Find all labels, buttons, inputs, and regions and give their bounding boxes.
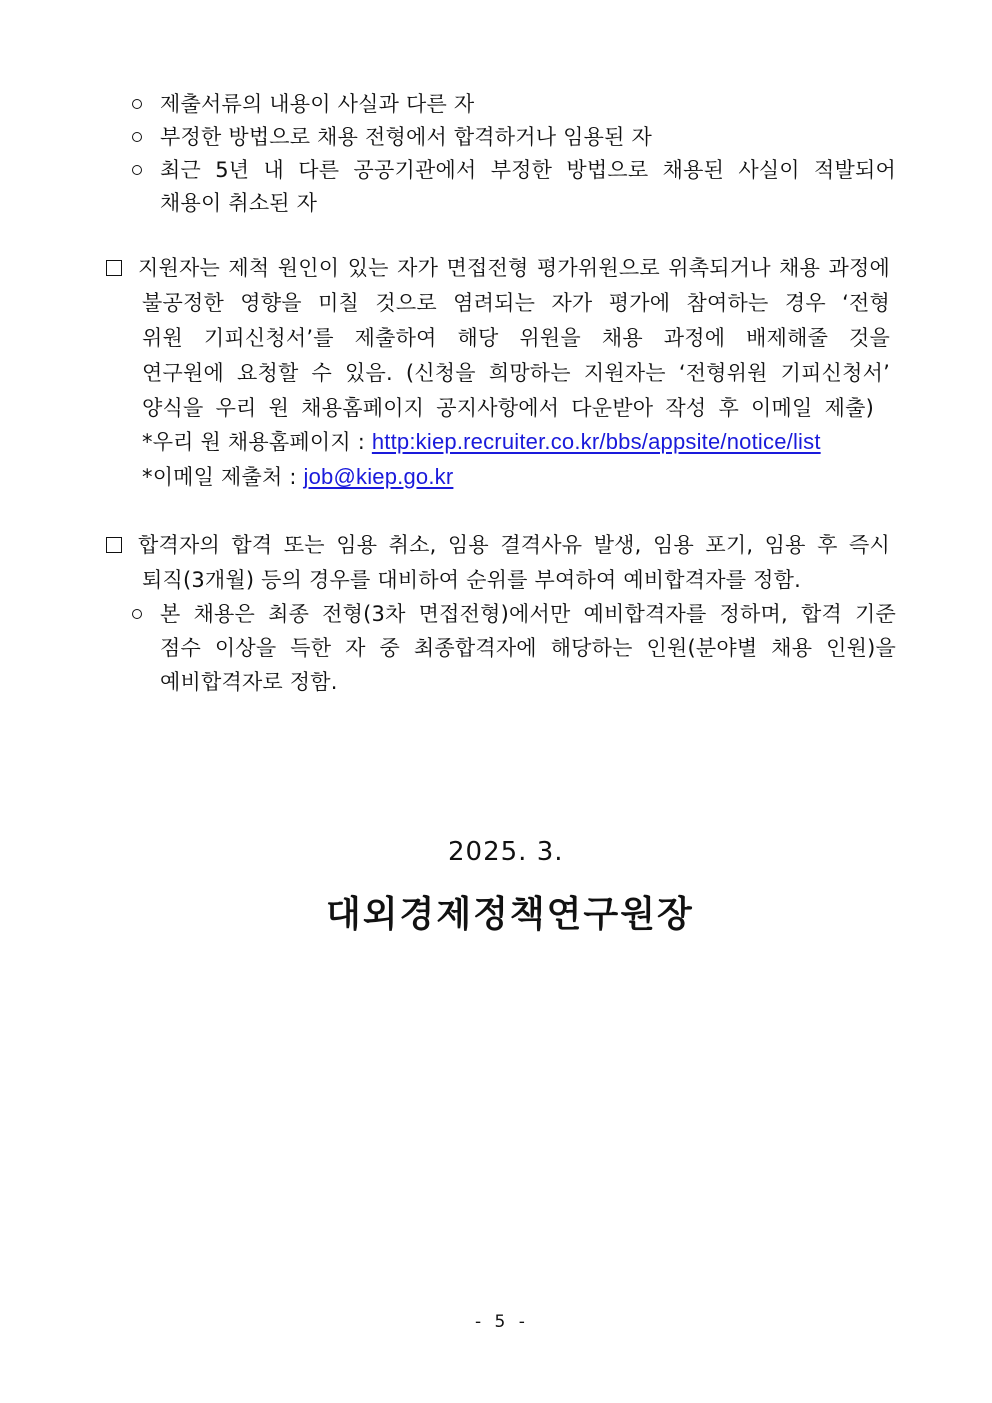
paragraph-line: 양식을 우리 원 채용홈페이지 공지사항에서 다운받아 작성 후 이메일 제출)	[142, 396, 874, 420]
document-date: 2025. 3.	[448, 837, 564, 867]
email-label: *이메일 제출처 :	[142, 465, 304, 489]
list-item-continuation: 채용이 취소된 자	[160, 191, 318, 215]
homepage-label: *우리 원 채용홈페이지 :	[142, 430, 372, 454]
email-note	[142, 463, 453, 491]
circle-bullet-icon	[132, 132, 142, 142]
list-item-continuation: 점수 이상을 득한 자 중 최종합격자에 해당하는 인원(분야별 채용 인원)을	[160, 636, 896, 660]
paragraph-line: 지원자는 제척 원인이 있는 자가 면접전형 평가위원으로 위촉되거나 채용 과정에	[138, 256, 890, 280]
circle-bullet-icon	[132, 609, 142, 619]
list-item-continuation: 예비합격자로 정함.	[160, 670, 338, 694]
list-item: 최근 5년 내 다른 공공기관에서 부정한 방법으로 채용된 사실이 적발되어	[160, 158, 896, 182]
paragraph-line: 합격자의 합격 또는 임용 취소, 임용 결격사유 발생, 임용 포기, 임용 후 즉시	[138, 533, 890, 557]
homepage-note	[142, 428, 821, 456]
list-item: 본 채용은 최종 전형(3차 면접전형)에서만 예비합격자를 정하며, 합격 기준	[160, 602, 896, 626]
circle-bullet-icon	[132, 99, 142, 109]
organization-name: 대외경제정책연구원장	[326, 894, 694, 935]
homepage-link[interactable]: http:kiep.recruiter.co.kr/bbs/appsite/notice/list	[371, 429, 821, 454]
square-checkbox-icon	[106, 260, 122, 276]
paragraph-line: 연구원에 요청할 수 있음. (신청을 희망하는 지원자는 ‘전형위원 기피신청서’	[142, 361, 890, 385]
paragraph-line: 위원 기피신청서’를 제출하여 해당 위원을 채용 과정에 배제해줄 것을	[142, 326, 890, 350]
list-item: 부정한 방법으로 채용 전형에서 합격하거나 임용된 자	[160, 125, 652, 149]
square-checkbox-icon	[106, 537, 122, 553]
page-number: - 5 -	[475, 1312, 529, 1332]
email-link[interactable]: job@kiep.go.kr	[303, 464, 454, 489]
paragraph-line: 퇴직(3개월) 등의 경우를 대비하여 순위를 부여하여 예비합격자를 정함.	[142, 568, 801, 592]
paragraph-line: 불공정한 영향을 미칠 것으로 염려되는 자가 평가에 참여하는 경우 ‘전형	[142, 291, 890, 315]
circle-bullet-icon	[132, 165, 142, 175]
list-item: 제출서류의 내용이 사실과 다른 자	[160, 92, 475, 116]
